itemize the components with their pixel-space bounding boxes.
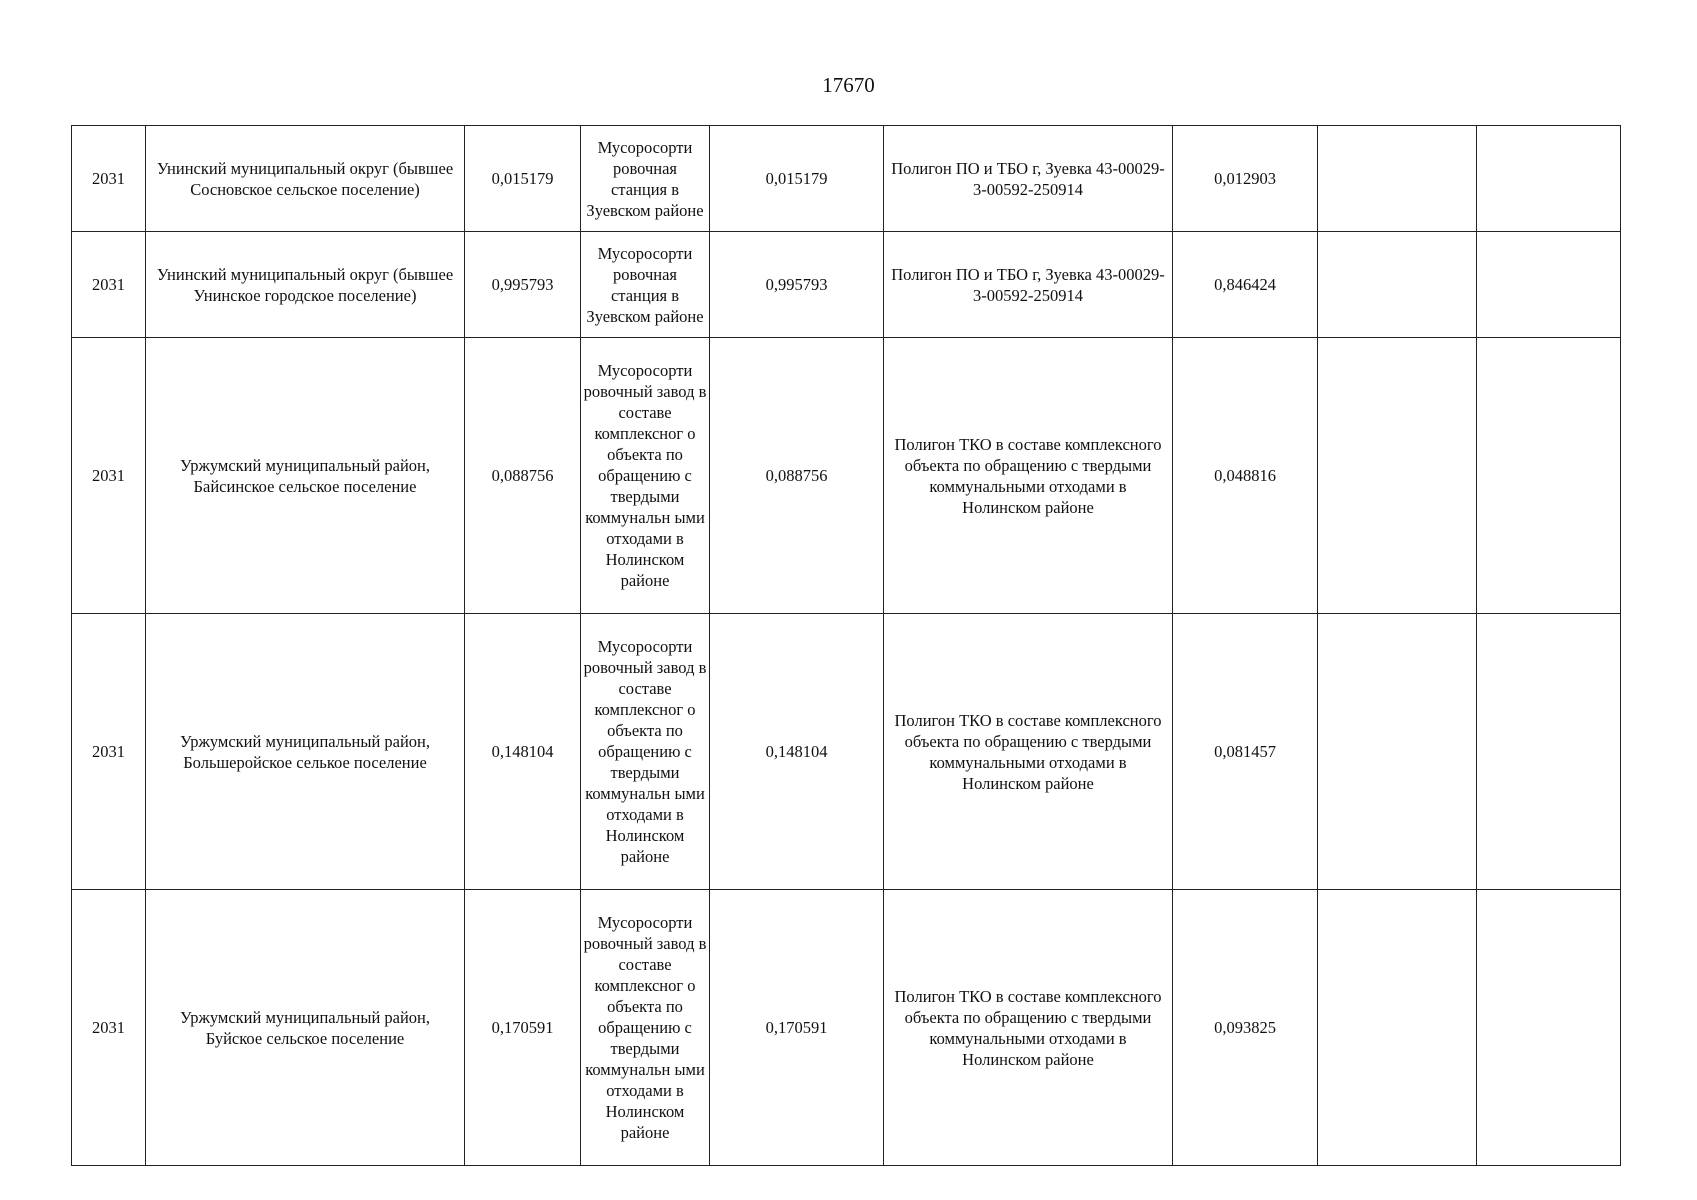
table-row: [72, 614, 1621, 890]
mass-generated-cell: 0,148104: [465, 614, 581, 890]
mass-generated-cell: 0,015179: [465, 126, 581, 232]
year-cell: 2031: [72, 890, 146, 1166]
empty-cell: [1477, 614, 1621, 890]
municipality-cell: Уржумский муниципальный район, Большеройское селькое поселение: [146, 614, 465, 890]
landfill-cell: Полигон ТКО в составе комплексного объекта по обращению с твердыми коммунальными отходами в Нолинском районе: [884, 890, 1173, 1166]
table-row: [72, 338, 1621, 614]
table-row: [72, 890, 1621, 1166]
page-number: 17670: [822, 73, 875, 97]
year-cell: 2031: [72, 126, 146, 232]
mass-transferred-cell: 0,170591: [710, 890, 884, 1166]
mass-transferred-cell: 0,088756: [710, 338, 884, 614]
mass-generated-cell: 0,995793: [465, 232, 581, 338]
waste-flow-table: [71, 125, 1621, 1166]
landfill-cell: Полигон ТКО в составе комплексного объекта по обращению с твердыми коммунальными отходами в Нолинском районе: [884, 338, 1173, 614]
empty-cell: [1477, 890, 1621, 1166]
year-cell: 2031: [72, 232, 146, 338]
mass-disposed-cell: 0,846424: [1173, 232, 1318, 338]
facility-cell: Мусоросорти ровочная станция в Зуевском районе: [581, 232, 710, 338]
facility-cell: Мусоросорти ровочный завод в составе комплексног о объекта по обращению с твердыми коммунальн ыми отходами в Нолинском районе: [581, 614, 710, 890]
mass-disposed-cell: 0,093825: [1173, 890, 1318, 1166]
mass-generated-cell: 0,088756: [465, 338, 581, 614]
mass-disposed-cell: 0,012903: [1173, 126, 1318, 232]
municipality-cell: Унинский муниципальный округ (бывшее Сосновское сельское поселение): [146, 126, 465, 232]
table-row: [72, 232, 1621, 338]
facility-cell: Мусоросорти ровочный завод в составе комплексног о объекта по обращению с твердыми коммунальн ыми отходами в Нолинском районе: [581, 338, 710, 614]
empty-cell: [1477, 338, 1621, 614]
municipality-cell: Унинский муниципальный округ (бывшее Унинское городское поселение): [146, 232, 465, 338]
empty-cell: [1318, 338, 1477, 614]
mass-disposed-cell: 0,081457: [1173, 614, 1318, 890]
facility-cell: Мусоросорти ровочная станция в Зуевском районе: [581, 126, 710, 232]
mass-generated-cell: 0,170591: [465, 890, 581, 1166]
landfill-cell: Полигон ПО и ТБО г, Зуевка 43-00029-3-00592-250914: [884, 232, 1173, 338]
year-cell: 2031: [72, 614, 146, 890]
mass-transferred-cell: 0,148104: [710, 614, 884, 890]
mass-disposed-cell: 0,048816: [1173, 338, 1318, 614]
empty-cell: [1477, 232, 1621, 338]
year-cell: 2031: [72, 338, 146, 614]
mass-transferred-cell: 0,015179: [710, 126, 884, 232]
table-row: [72, 126, 1621, 232]
municipality-cell: Уржумский муниципальный район, Байсинское сельское поселение: [146, 338, 465, 614]
landfill-cell: Полигон ПО и ТБО г, Зуевка 43-00029-3-00592-250914: [884, 126, 1173, 232]
landfill-cell: Полигон ТКО в составе комплексного объекта по обращению с твердыми коммунальными отходами в Нолинском районе: [884, 614, 1173, 890]
empty-cell: [1318, 126, 1477, 232]
empty-cell: [1318, 614, 1477, 890]
empty-cell: [1477, 126, 1621, 232]
facility-cell: Мусоросорти ровочный завод в составе комплексног о объекта по обращению с твердыми коммунальн ыми отходами в Нолинском районе: [581, 890, 710, 1166]
empty-cell: [1318, 890, 1477, 1166]
empty-cell: [1318, 232, 1477, 338]
municipality-cell: Уржумский муниципальный район, Буйское сельское поселение: [146, 890, 465, 1166]
mass-transferred-cell: 0,995793: [710, 232, 884, 338]
